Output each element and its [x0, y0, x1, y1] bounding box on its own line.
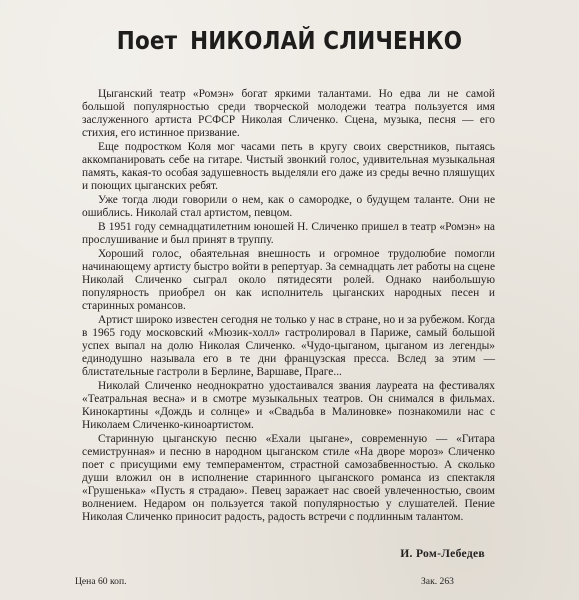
title-name: НИКОЛАЙ СЛИЧЕНКО	[190, 26, 463, 55]
paragraph: Хороший голос, обаятельная внешность и огромное трудолюбие помогли начинающему артисту быстро войти в репертуар. За семнадцать лет работы на сцене Николай Сличенко сыграл около пятидесяти ролей. Однако наибольшую популярность приобрел он как исполнитель цыганских народных песен и старинных романсов.	[82, 248, 495, 313]
page-title	[41, 26, 539, 55]
paragraph: Артист широко известен сегодня не только у нас в стране, но и за рубежом. Когда в 1965 году московский «Мюзик-холл» гастролировал в Париже, самый большой успех выпал на долю Николая Сличенко. «Чудо-цыганом, цыганом из легенды» единодушно называла его в те дни французская пресса. Вслед за этим — блистательные гастроли в Берлине, Варшаве, Праге...	[82, 314, 495, 378]
order-number: Зак. 263	[421, 576, 454, 587]
author-signature: И. Ром-Лебедев	[400, 547, 485, 560]
price-label: Цена 60 коп.	[75, 576, 127, 587]
paragraph: Николай Сличенко неоднократно удостаивался звания лауреата на фестивалях «Театральная весна» и в смотре музыкальных театров. Он снимался в фильмах. Кинокартины «Дождь и солнце» и «Свадьба в Малиновке» познакомили нас с Николаем Сличенко-киноартистом.	[82, 380, 495, 431]
paragraph: Уже тогда люди говорили о нем, как о самородке, о будущем таланте. Они не ошиблись. Николай стал артистом, певцом.	[82, 194, 495, 219]
paragraph: Еще подростком Коля мог часами петь в кругу своих сверстников, пытаясь аккомпанировать себе на гитаре. Чистый звонкий голос, удивительная музыкальная память, какая-то особая задушевность выделяли его даже из среды вечно пляшущих и поющих цыганских ребят.	[82, 141, 495, 192]
article-body	[82, 88, 495, 525]
paragraph: Старинную цыганскую песню «Ехали цыгане», современную — «Гитара семиструнная» и песню в народном цыганском стиле «На дворе мороз» Сличенко поет с присущими ему темпераментом, страстной самозабвенностью. А сколько души вложил он в исполнение старинного цыганского романса из спектакля «Грушенька» «Пусть я страдаю». Певец заражает нас своей увлеченностью, своим волнением. Недаром он пользуется такой популярностью у слушателей. Пение Николая Сличенко приносит радость, радость встречи с подлинным талантом.	[82, 433, 495, 523]
paragraph: Цыганский театр «Ромэн» богат яркими талантами. Но едва ли не самой большой популярностью среди творческой молодежи театра пользуется имя заслуженного артиста РСФСР Николая Сличенко. Сцена, музыка, песня — его стихия, его истинное призвание.	[82, 88, 495, 139]
paragraph: В 1951 году семнадцатилетним юношей Н. Сличенко пришел в театр «Ромэн» на прослушивание и был принят в труппу.	[82, 221, 495, 247]
title-prefix: Поет	[116, 26, 178, 55]
